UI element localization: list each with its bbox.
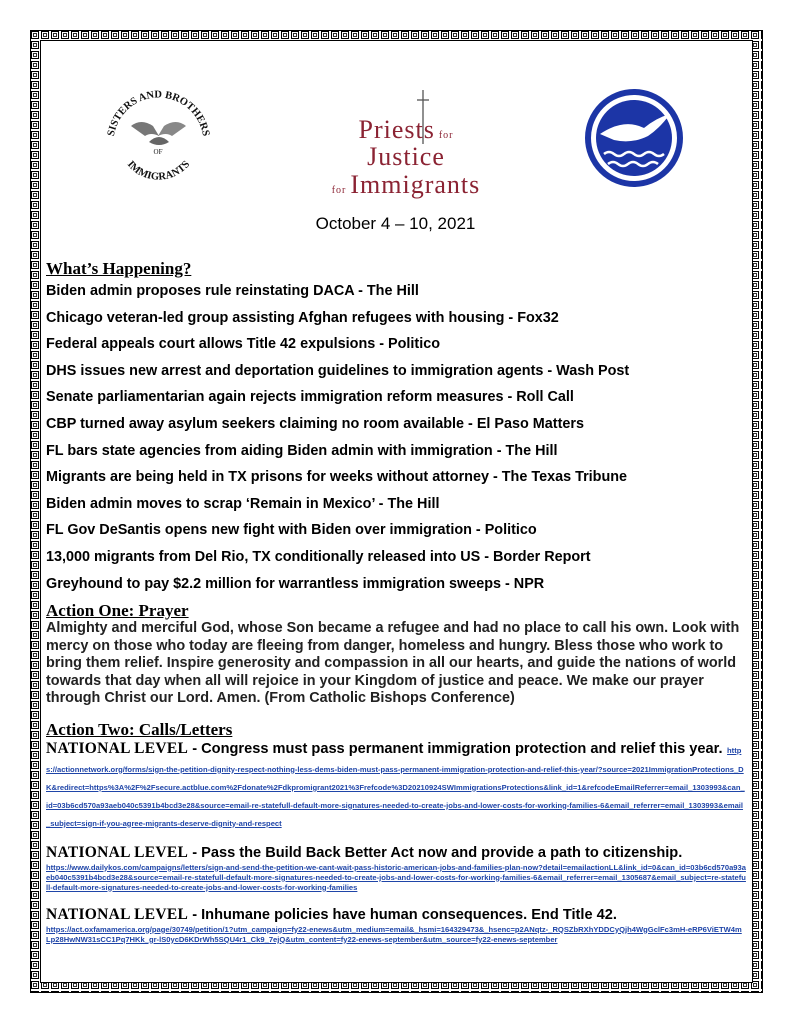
news-headline[interactable]: Chicago veteran-led group assisting Afghan refugees with housing - Fox32 [46, 309, 559, 326]
svg-text:IMMIGRANTS: IMMIGRANTS [124, 159, 193, 183]
logo-row [46, 80, 746, 200]
newsletter-body [46, 259, 746, 945]
svg-text:SISTERS AND BROTHERS: SISTERS AND BROTHERS [105, 89, 212, 138]
petition-link[interactable]: https://www.dailykos.com/campaigns/letters/sign-and-send-the-petition-we-cant-wait-pass-historic-american-jobs-and-families-plan-now?detail=emailactionLL&link_id=0&can_id=03b6cd570a93aeb040c5391b4bcd3e28&source=email-re-statefull-default-more-signatures-needed-to-create-jobs-and-lower-costs-for-working-families-6&email_referrer=email_1305687&email_subject=re-statefull-default-more-signatures-needed-to-create-jobs-and-lower-costs-for-working-families [46, 862, 746, 892]
action-text: - Inhumane policies have human consequences. End Title 42. [188, 906, 617, 923]
news-headline[interactable]: Biden admin proposes rule reinstating DACA - The Hill [46, 283, 419, 299]
action-two-heading: Action Two: Calls/Letters [46, 719, 233, 739]
level-label: NATIONAL LEVEL [46, 739, 189, 757]
for-word-2: for [331, 184, 347, 196]
date-range: October 4 – 10, 2021 [315, 214, 476, 233]
justice-word: Justice [367, 142, 445, 172]
news-headline[interactable]: Biden admin moves to scrap ‘Remain in Mexico’ - The Hill [46, 495, 440, 512]
level-label: NATIONAL LEVEL [46, 843, 189, 861]
news-list [46, 278, 746, 597]
dove-logo [584, 88, 684, 188]
news-headline[interactable]: Senate parliamentarian again rejects immigration reform measures - Roll Call [46, 389, 574, 406]
news-headline[interactable]: Migrants are being held in TX prisons for weeks without attorney - The Texas Tribune [46, 469, 628, 486]
action-item-3 [46, 905, 746, 945]
level-label: NATIONAL LEVEL [46, 905, 189, 923]
priests-word: Priests [358, 115, 435, 144]
news-headline[interactable]: FL Gov DeSantis opens new fight with Biden over immigration - Politico [46, 522, 537, 539]
whats-happening-heading: What’s Happening? [46, 259, 192, 278]
action-item-1 [46, 739, 746, 831]
news-headline[interactable]: FL bars state agencies from aiding Biden admin with immigration - The Hill [46, 442, 558, 459]
action-text: - Pass the Build Back Better Act now and provide a path to citizenship. [188, 844, 683, 861]
petition-link[interactable]: https://act.oxfamamerica.org/page/30749/petition/1?utm_campaign=fy22-enews&utm_medium=email&_hsmi=164329473&_hsenc=p2ANqtz-_RQSZbRXhYDDCyQjh4WgGclFc3mH-eRP6ViETW4mLp28HwNW31sCC1Pq7HKk_gr-lS0ycD6KDrWh5SQU4r1_Ck9_7ejQ&utm_content=fy22-enews-september&utm_source=fy22-enews-september [46, 924, 742, 944]
news-headline[interactable]: 13,000 migrants from Del Rio, TX conditionally released into US - Border Report [46, 548, 591, 565]
action-text: - Congress must pass permanent immigration protection and relief this year. [188, 740, 723, 757]
priests-for-justice-logo [331, 86, 481, 199]
for-word: for [438, 130, 454, 141]
action-one-heading: Action One: Prayer [46, 601, 189, 621]
news-headline[interactable]: CBP turned away asylum seekers claiming no room available - El Paso Matters [46, 415, 584, 432]
sisters-brothers-logo [101, 84, 216, 199]
petition-link[interactable]: https://actionnetwork.org/forms/sign-the-petition-dignity-respect-nothing-less-dems-biden-must-pass-permanent-immigration-protection-and-relief-this-year/?source=2021ImmigrationProtections_DK&redirect=https%3A%2F%2Fsecure.actblue.com%2Fdonate%2Fdkpromigrant2021%3Frefcode%3D20210924SWImmigrationsProtections&link_id=1&refcodeEmailReferrer=email_1303993&can_id=03b6cd570a93aeb040c5391b4bcd3e28&source=email-re-statefull-default-more-signatures-needed-to-create-jobs-and-lower-costs-for-working-families-6&email_referrer=email_1303993&email_subject=sign-if-you-agree-migrants-deserve-dignity-and-respect [46, 745, 745, 828]
news-headline[interactable]: Greyhound to pay $2.2 million for warrantless immigration sweeps - NPR [46, 575, 545, 592]
svg-text:OF: OF [153, 148, 163, 156]
news-headline[interactable]: DHS issues new arrest and deportation guidelines to immigration agents - Wash Post [46, 362, 630, 379]
action-item-2 [46, 843, 746, 893]
prayer-text: Almighty and merciful God, whose Son became a refugee and had no place to call his own. Look with mercy on those who today are fleeing from danger, homeless and hungry. Bless those who work to bring them relief. Inspire generosity and compassion in all our hearts, and guide the nations of world towards that day when all will rejoice in your Kingdom of justice and peace. We make our prayer through Christ our Lord. Amen. (From Catholic Bishops Conference) [46, 620, 740, 707]
immigrants-word: Immigrants [350, 169, 481, 199]
news-headline[interactable]: Federal appeals court allows Title 42 expulsions - Politico [46, 336, 440, 353]
